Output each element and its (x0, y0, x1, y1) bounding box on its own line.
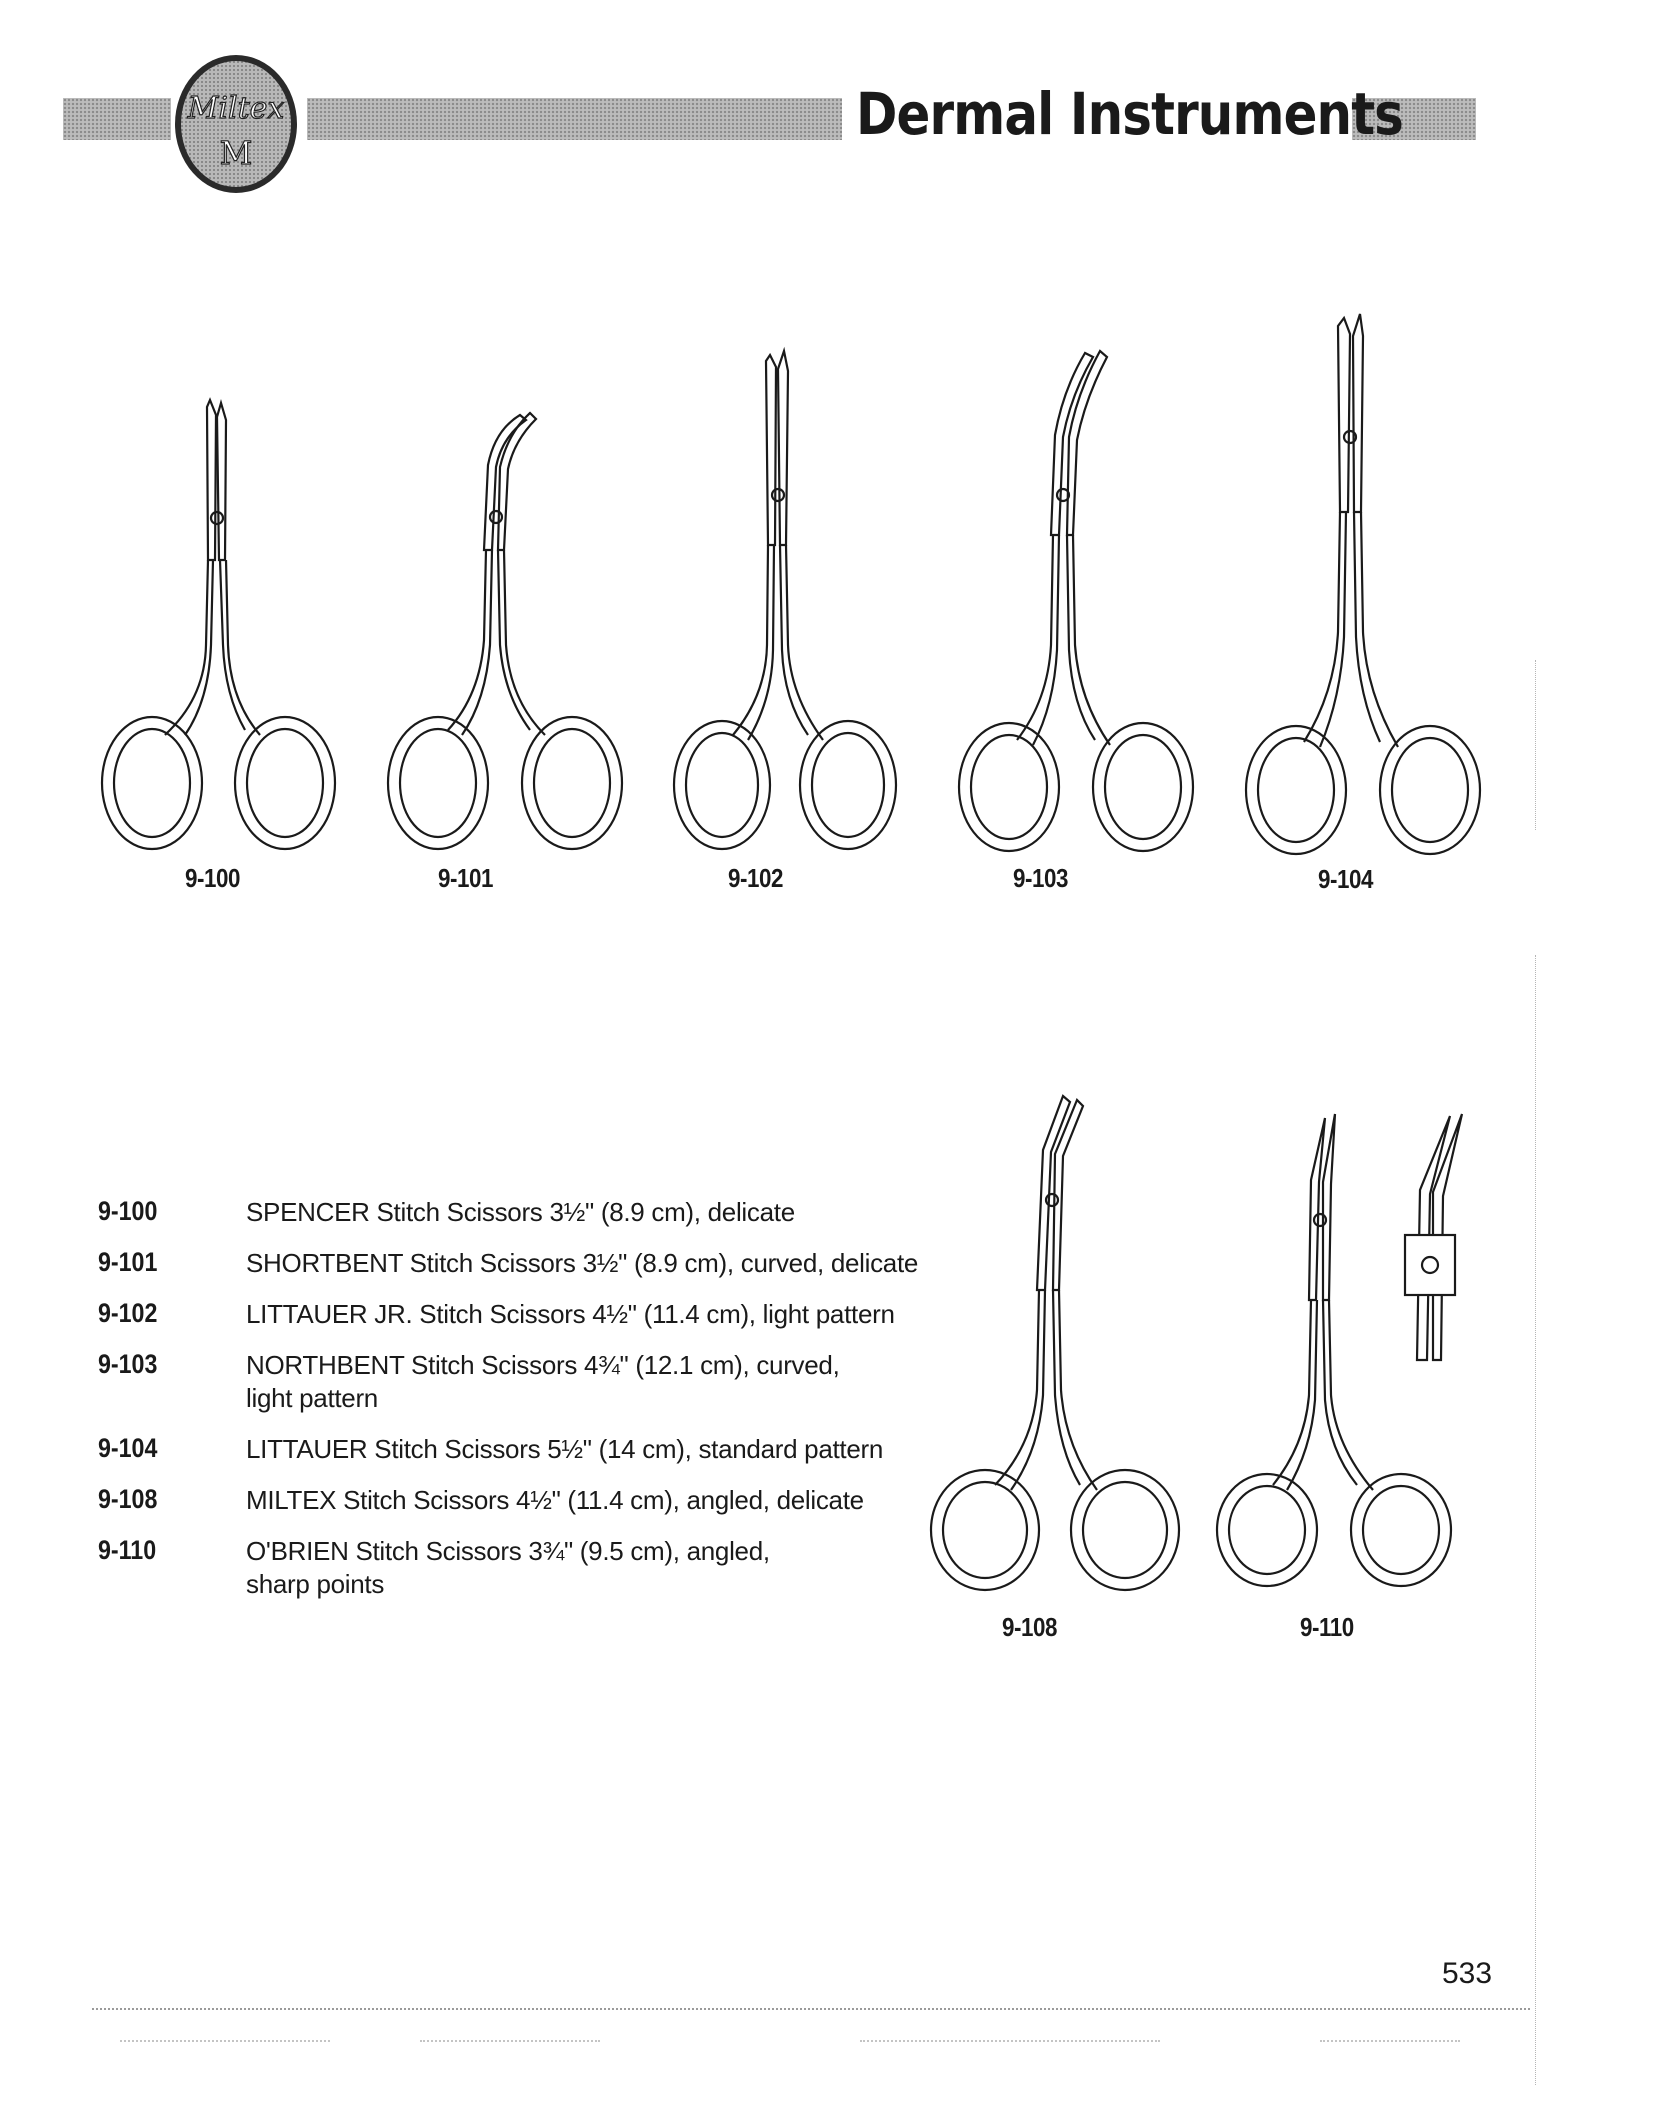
scissors-icon (915, 1090, 1180, 1590)
item-name: NORTHBENT Stitch Scissors (246, 1350, 578, 1380)
header-band-middle (307, 98, 842, 140)
scan-artifact (120, 2040, 330, 2042)
figure-label: 9-102 (728, 863, 784, 893)
item-name: LITTAUER JR. Stitch Scissors (246, 1299, 586, 1329)
item-code: 9-100 (98, 1196, 158, 1226)
catalog-list (98, 1196, 918, 1619)
edge-mark (1535, 955, 1536, 2085)
item-code: 9-108 (98, 1484, 158, 1514)
page-title: Dermal Instruments (856, 80, 1404, 148)
miltex-logo-icon (172, 52, 300, 196)
figure-9-100 (95, 395, 350, 893)
figure-label: 9-101 (438, 863, 494, 893)
scissors-icon (955, 345, 1210, 855)
list-item (98, 1247, 918, 1280)
item-description (246, 1298, 926, 1331)
figure-label: 9-100 (185, 863, 241, 893)
item-size-continued: light pattern (246, 1383, 378, 1413)
item-size: 5½" (14 cm), standard pattern (547, 1434, 884, 1464)
item-size: 4¾" (12.1 cm), curved, (583, 1350, 840, 1380)
figure-9-108 (915, 1090, 1180, 1642)
item-size: 3½" (8.9 cm), curved, delicate (582, 1248, 919, 1278)
figure-9-110 (1215, 1110, 1495, 1642)
item-description (246, 1196, 926, 1229)
scissors-icon (380, 405, 635, 855)
figure-9-104 (1238, 312, 1493, 894)
item-name: SPENCER Stitch Scissors (246, 1197, 543, 1227)
scan-artifact (860, 2040, 1160, 2042)
figure-label: 9-108 (1002, 1612, 1058, 1642)
logo-script: Miltex (187, 91, 285, 126)
scissors-icon (1238, 312, 1493, 857)
scissors-icon (1215, 1110, 1495, 1590)
item-name: O'BRIEN Stitch Scissors (246, 1536, 522, 1566)
item-size-continued: sharp points (246, 1569, 385, 1599)
figure-label: 9-110 (1300, 1612, 1354, 1642)
figure-label: 9-103 (1013, 863, 1069, 893)
item-description (246, 1349, 926, 1415)
item-size: 3½" (8.9 cm), delicate (549, 1197, 795, 1227)
figure-9-101 (380, 405, 635, 893)
logo-monogram: M (219, 134, 253, 172)
figure-9-102 (668, 345, 913, 893)
item-description (246, 1484, 926, 1517)
item-code: 9-103 (98, 1349, 158, 1379)
scissors-icon (95, 395, 350, 855)
item-code: 9-110 (98, 1535, 157, 1565)
item-size: 4½" (11.4 cm), light pattern (592, 1299, 895, 1329)
item-description (246, 1247, 926, 1280)
footer-rule (92, 2008, 1530, 2010)
item-size: 4½" (11.4 cm), angled, delicate (516, 1485, 864, 1515)
figure-label: 9-104 (1318, 864, 1374, 894)
figure-9-103 (955, 345, 1210, 893)
item-size: 3¾" (9.5 cm), angled, (528, 1536, 770, 1566)
item-code: 9-101 (98, 1247, 158, 1277)
item-code: 9-102 (98, 1298, 158, 1328)
item-name: MILTEX Stitch Scissors (246, 1485, 510, 1515)
list-item (98, 1298, 918, 1331)
scissors-icon (668, 345, 913, 855)
list-item (98, 1484, 918, 1517)
list-item (98, 1535, 918, 1601)
item-code: 9-104 (98, 1433, 158, 1463)
list-item (98, 1196, 918, 1229)
edge-mark (1535, 660, 1536, 830)
scan-artifact (420, 2040, 600, 2042)
item-description (246, 1535, 926, 1601)
page-number: 533 (1442, 1957, 1493, 1990)
item-name: LITTAUER Stitch Scissors (246, 1434, 541, 1464)
item-description (246, 1433, 926, 1466)
item-name: SHORTBENT Stitch Scissors (246, 1248, 576, 1278)
header-band-left (63, 98, 171, 140)
list-item (98, 1433, 918, 1466)
scan-artifact (1320, 2040, 1460, 2042)
list-item (98, 1349, 918, 1415)
